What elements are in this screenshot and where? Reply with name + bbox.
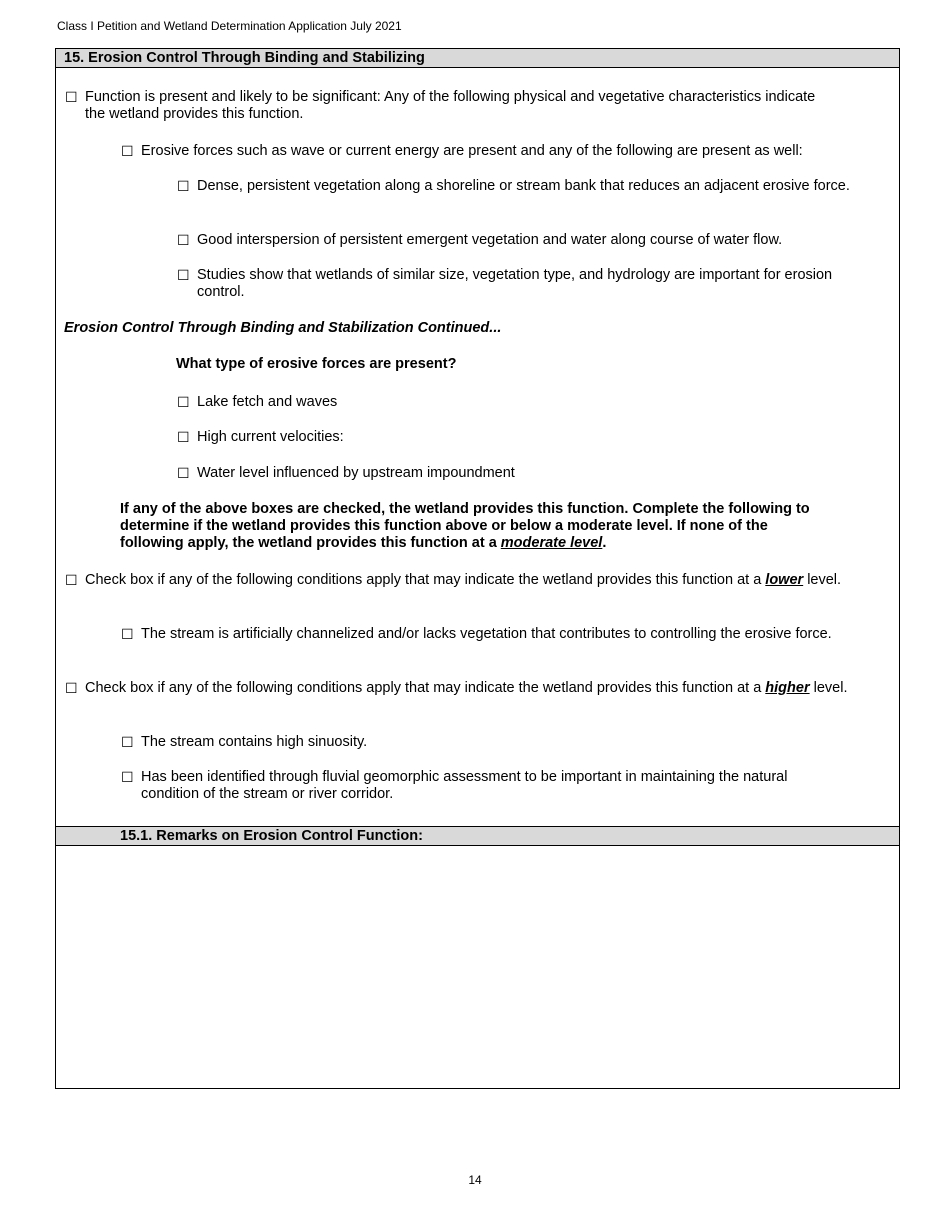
force-label: Lake fetch and waves <box>197 394 338 410</box>
higher-condition-checkbox[interactable]: ☐ <box>121 734 134 750</box>
function-present-label: Function is present and likely to be significant: Any of the following physical and vegetative characteristics indicate the wetland provides this function. <box>85 89 816 122</box>
force-label: Water level influenced by upstream impoundment <box>197 465 515 481</box>
lower-condition-checkbox[interactable]: ☐ <box>121 626 134 642</box>
characteristic-item-dense-vegetation[interactable] <box>177 178 857 195</box>
section-title: 15. Erosion Control Through Binding and Stabilizing <box>64 50 425 66</box>
lower-level-label <box>65 572 865 589</box>
erosion-control-form <box>55 48 900 1089</box>
higher-condition-item-sinuosity[interactable] <box>121 734 841 751</box>
remarks-title: 15.1. Remarks on Erosion Control Function: <box>120 828 423 844</box>
instruction-text <box>120 501 835 552</box>
characteristic-checkbox[interactable]: ☐ <box>177 178 190 194</box>
higher-level-text: Check box if any of the following conditions apply that may indicate the wetland provides this function at a <box>85 680 766 696</box>
higher-condition-checkbox[interactable]: ☐ <box>121 769 134 785</box>
force-item-lake-fetch[interactable] <box>177 394 677 411</box>
higher-level-item[interactable] <box>65 680 865 697</box>
force-checkbox[interactable]: ☐ <box>177 394 190 410</box>
higher-level-label <box>65 680 865 697</box>
page-number: 14 <box>468 1173 482 1187</box>
forces-question: What type of erosive forces are present? <box>176 356 457 372</box>
force-label: High current velocities: <box>197 429 344 445</box>
erosive-forces-checkbox[interactable]: ☐ <box>121 143 134 159</box>
lower-level-item[interactable] <box>65 572 865 589</box>
characteristic-label: Dense, persistent vegetation along a shoreline or stream bank that reduces an adjacent erosive force. <box>197 178 850 194</box>
characteristic-item-interspersion[interactable] <box>177 232 857 249</box>
erosive-forces-label: Erosive forces such as wave or current energy are present and any of the following are present as well: <box>141 143 803 159</box>
force-checkbox[interactable]: ☐ <box>177 429 190 445</box>
characteristic-checkbox[interactable]: ☐ <box>177 232 190 248</box>
force-checkbox[interactable]: ☐ <box>177 465 190 481</box>
force-item-water-level[interactable] <box>177 465 677 482</box>
lower-level-end: level. <box>803 572 842 588</box>
force-item-high-current[interactable] <box>177 429 677 446</box>
higher-condition-label: The stream contains high sinuosity. <box>141 734 368 750</box>
instruction-emphasis: moderate level <box>500 535 603 551</box>
continued-heading: Erosion Control Through Binding and Stabilization Continued... <box>64 320 502 336</box>
function-present-checkbox[interactable]: ☐ <box>65 89 78 105</box>
characteristic-label: Good interspersion of persistent emergent vegetation and water along course of water flow. <box>197 232 783 248</box>
higher-condition-label: Has been identified through fluvial geomorphic assessment to be important in maintaining the natural condition of the stream or river corridor. <box>141 769 788 802</box>
characteristic-item-studies[interactable] <box>177 267 837 301</box>
higher-condition-item-fluvial[interactable] <box>121 769 841 803</box>
remarks-field[interactable] <box>56 846 899 1088</box>
lower-level-text: Check box if any of the following conditions apply that may indicate the wetland provides this function at a <box>85 572 766 588</box>
characteristic-checkbox[interactable]: ☐ <box>177 267 190 283</box>
lower-condition-label: The stream is artificially channelized and/or lacks vegetation that contributes to controlling the erosive force. <box>141 626 832 642</box>
higher-level-checkbox[interactable]: ☐ <box>65 680 78 696</box>
remarks-title-bar <box>56 826 899 846</box>
instruction-body: If any of the above boxes are checked, the wetland provides this function. Complete the following to determine if the wetland provides this function above or below a moderate level. If none of the following apply, the wetland provides this function at a <box>120 501 810 551</box>
higher-level-emphasis: higher <box>765 680 810 696</box>
lower-level-emphasis: lower <box>765 572 804 588</box>
instruction-end: . <box>602 535 607 551</box>
section-title-bar <box>56 49 899 68</box>
lower-condition-item[interactable] <box>121 626 841 643</box>
function-present-item[interactable] <box>65 89 825 123</box>
lower-level-checkbox[interactable]: ☐ <box>65 572 78 588</box>
document-header: Class I Petition and Wetland Determination Application July 2021 <box>57 19 402 33</box>
higher-level-end: level. <box>809 680 848 696</box>
erosive-forces-item[interactable] <box>121 143 896 160</box>
characteristic-label: Studies show that wetlands of similar size, vegetation type, and hydrology are important for erosion control. <box>197 267 833 300</box>
